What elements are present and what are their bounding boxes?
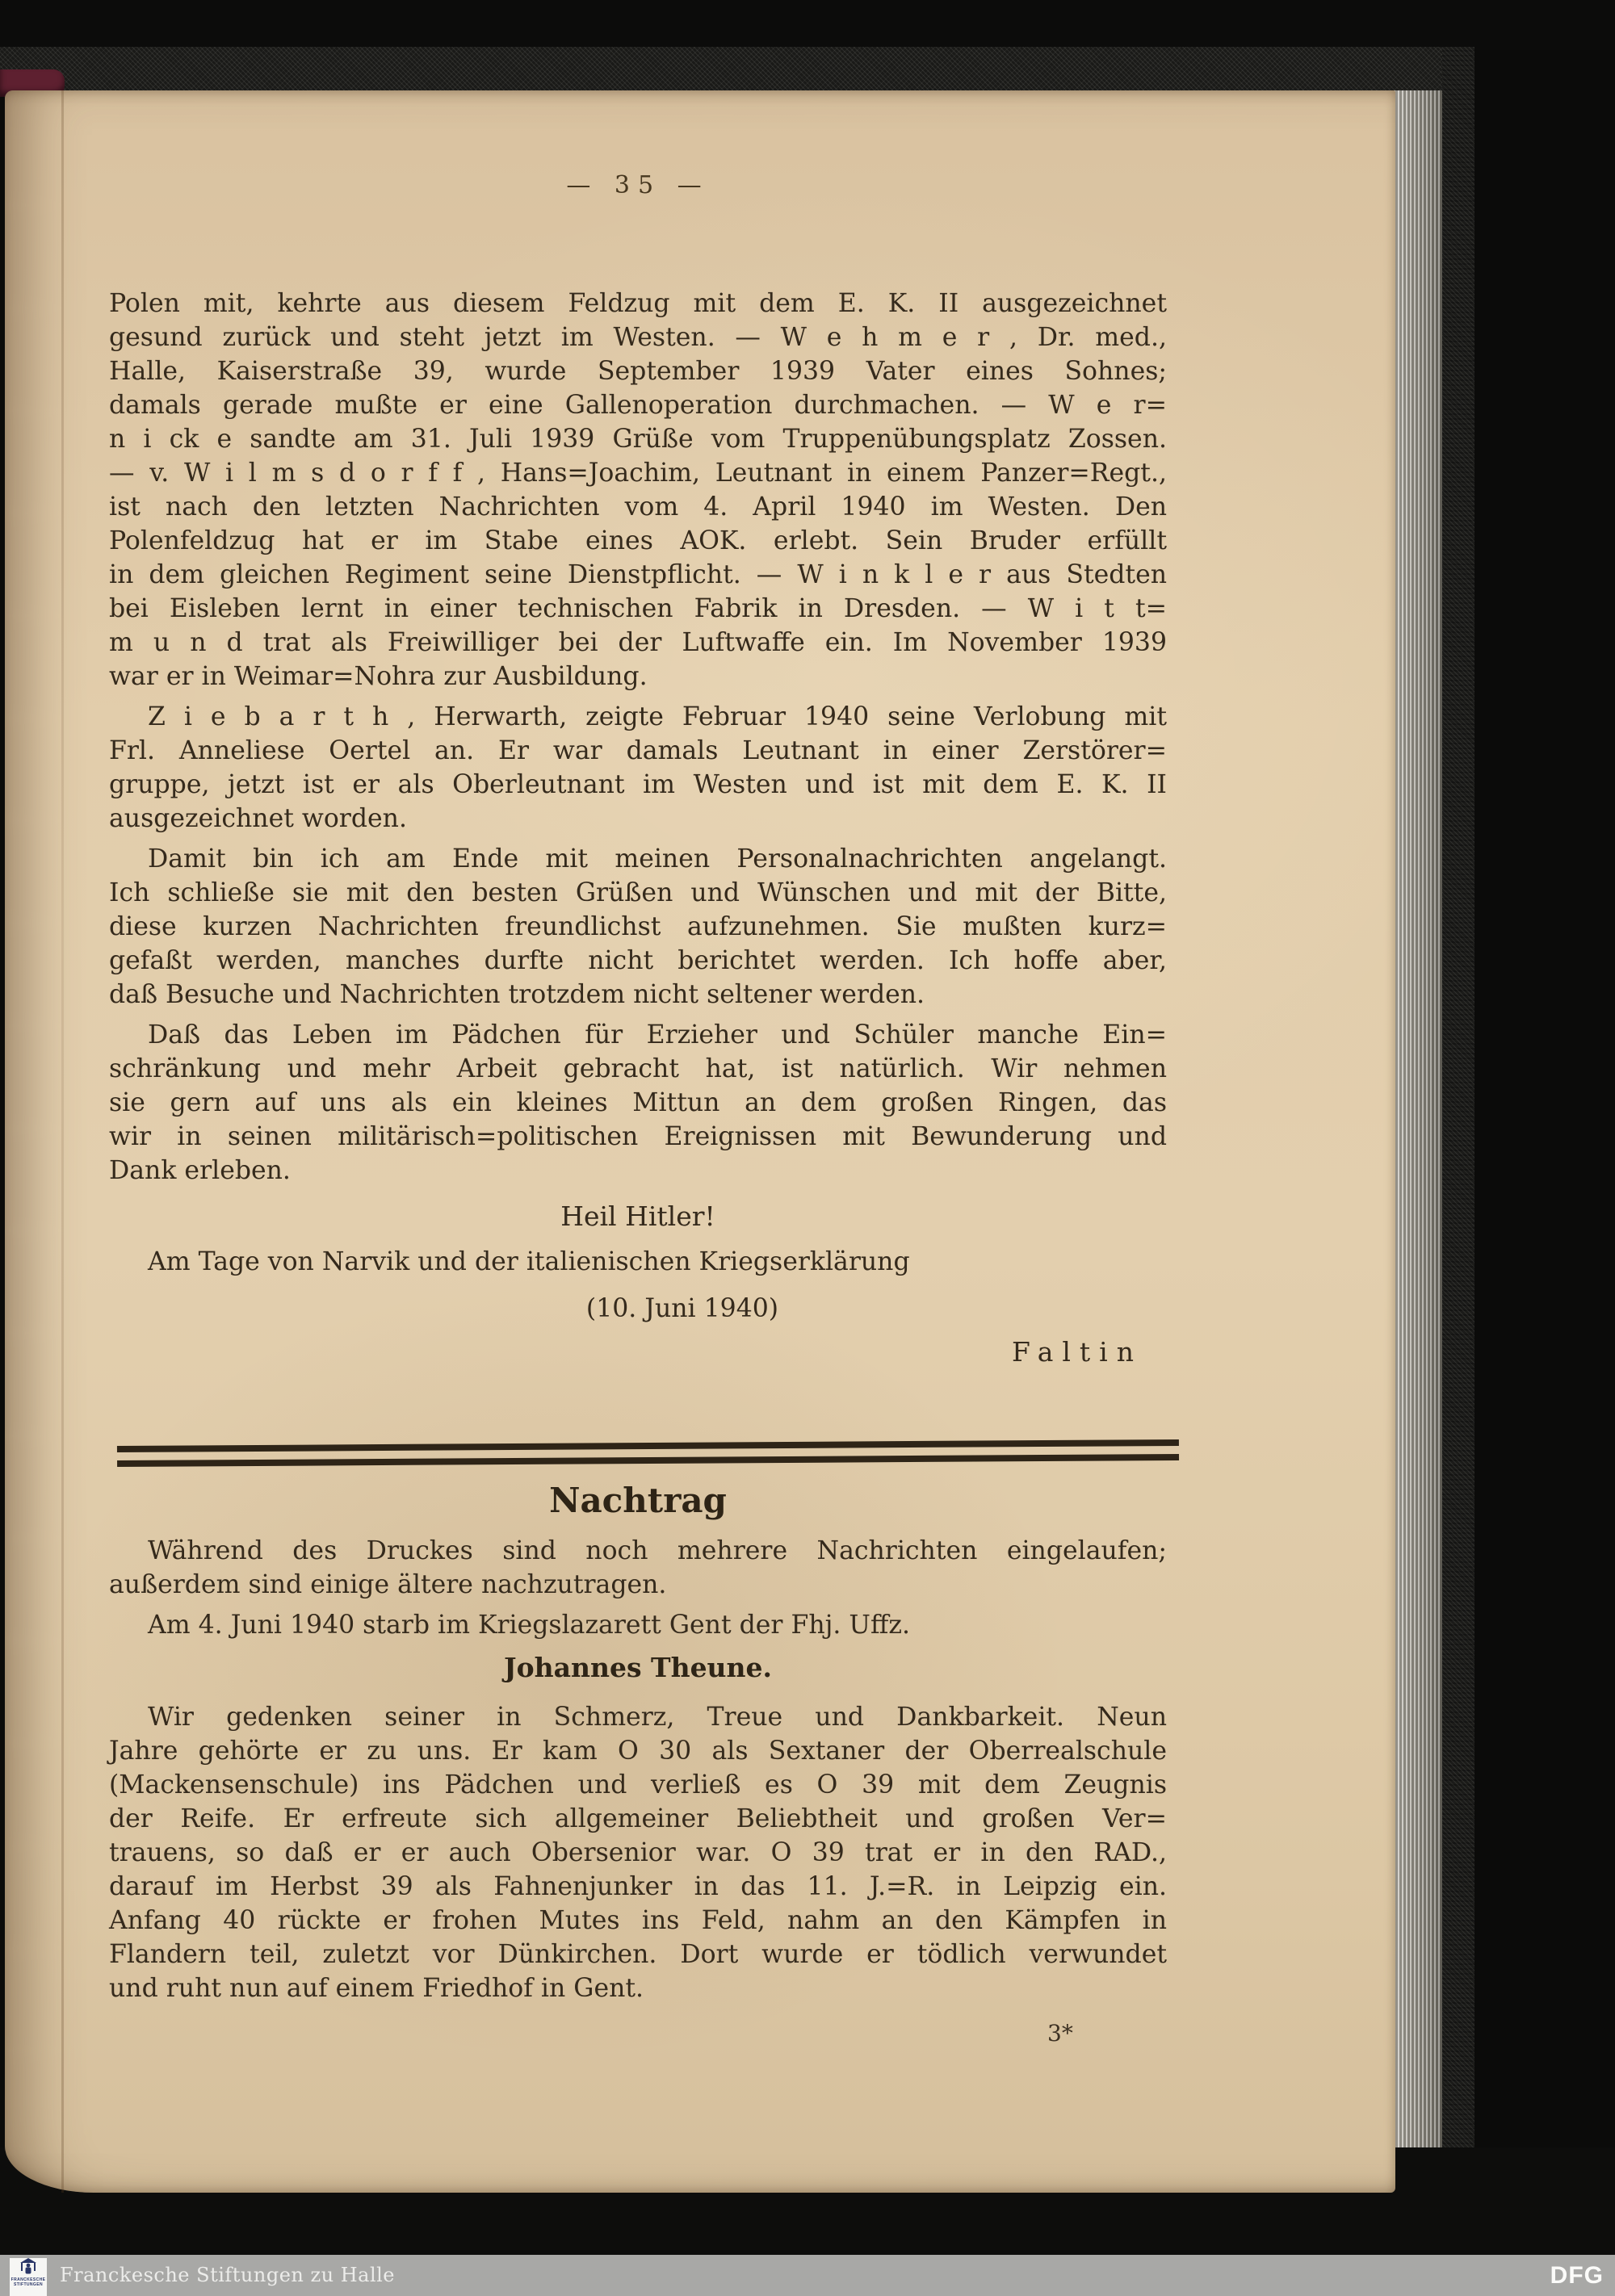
text-line: Anfang 40 rückte er frohen Mutes ins Feld, nahm an den Kämpfen in (109, 1906, 1167, 1935)
text-line: — v. W i l m s d o r f f , Hans=Joachim, Leutnant in einem Panzer=Regt., (109, 459, 1167, 488)
text-line: ausgezeichnet worden. (109, 804, 407, 833)
paragraph (109, 1534, 1167, 1602)
text-line: Z i e b a r t h , Herwarth, zeigte Februar 1940 seine Verlobung mit (148, 702, 1167, 731)
text-line: Dank erleben. (109, 1156, 291, 1185)
text-line: gefaßt werden, manches durfte nicht berichtet werden. Ich hoffe aber, (109, 946, 1167, 975)
text-line: daß Besuche und Nachrichten trotzdem nicht seltener werden. (109, 980, 925, 1009)
franckesche-stiftungen-emblem-icon (19, 2258, 37, 2277)
text-line: sie gern auf uns als ein kleines Mittun an dem großen Ringen, das (109, 1088, 1167, 1117)
printers-signature-mark: 3* (1047, 2020, 1073, 2047)
viewer-footer-bar (0, 2255, 1615, 2296)
page-gutter-crease (61, 90, 64, 2193)
deceased-name: Johannes Theune. (503, 1652, 773, 1683)
paragraph (109, 842, 1167, 1012)
text-line: gruppe, jetzt ist er als Oberleutnant im Westen und ist mit dem E. K. II (109, 770, 1167, 799)
addendum-heading: Nachtrag (549, 1481, 727, 1520)
text-line: Damit bin ich am Ende mit meinen Personalnachrichten angelangt. (148, 844, 1167, 874)
franckesche-stiftungen-logo (10, 2258, 47, 2296)
closing-date-line: Am Tage von Narvik und der italienischen Kriegserklärung (148, 1247, 910, 1276)
paragraph (109, 287, 1167, 693)
logo-caption-line1: FRANCKESCHE (10, 2277, 46, 2282)
text-line: (Mackensenschule) ins Pädchen und verließ es O 39 mit dem Zeugnis (109, 1770, 1167, 1800)
text-line: Frl. Anneliese Oertel an. Er war damals Leutnant in einer Zerstörer= (109, 736, 1167, 765)
memorial-text (109, 1700, 1167, 2012)
text-line: bei Eisleben lernt in einer technischen Fabrik in Dresden. — W i t t= (109, 594, 1167, 623)
text-line: Polen mit, kehrte aus diesem Feldzug mit dem E. K. II ausgezeichnet (109, 289, 1167, 318)
author-signature: Faltin (1012, 1336, 1143, 1368)
closing-salute: Heil Hitler! (560, 1200, 715, 1232)
page-number: — 35 — (566, 171, 710, 199)
text-line: damals gerade mußte er eine Gallenoperation durchmachen. — W e r= (109, 391, 1167, 420)
text-line: Flandern teil, zuletzt vor Dünkirchen. Dort wurde er tödlich verwundet (109, 1940, 1167, 1969)
text-line: wir in seinen militärisch=politischen Ereignissen mit Bewunderung und (109, 1122, 1167, 1151)
text-line: ist nach den letzten Nachrichten vom 4. April 1940 im Westen. Den (109, 492, 1167, 522)
dfg-logo: DFG (1550, 2262, 1604, 2289)
book-page (5, 90, 1395, 2193)
text-line: Halle, Kaiserstraße 39, wurde September 1939 Vater eines Sohnes; (109, 357, 1167, 386)
text-line: Ich schließe sie mit den besten Grüßen und Wünschen und mit der Bitte, (109, 878, 1167, 907)
text-line: und ruht nun auf einem Friedhof in Gent. (109, 1974, 644, 2003)
body-text (109, 287, 1167, 1194)
paragraph (109, 1018, 1167, 1188)
text-line: schränkung und mehr Arbeit gebracht hat, ist natürlich. Wir nehmen (109, 1054, 1167, 1083)
book-cover-top-edge (0, 47, 1471, 94)
addendum-intro (109, 1534, 1167, 1649)
text-line: n i ck e sandte am 31. Juli 1939 Grüße vom Truppenübungsplatz Zossen. (109, 425, 1167, 454)
section-divider-double-rule (117, 1439, 1179, 1467)
paragraph (109, 1608, 1167, 1642)
text-line: trauens, so daß er er auch Obersenior war. O 39 trat er in den RAD., (109, 1838, 1167, 1867)
scan-background (0, 0, 1615, 50)
book-fore-edge-pages (1394, 90, 1442, 2189)
text-line: darauf im Herbst 39 als Fahnenjunker in das 11. J.=R. in Leipzig ein. (109, 1872, 1167, 1901)
text-line: Während des Druckes sind noch mehrere Nachrichten eingelaufen; (148, 1536, 1167, 1565)
text-line: diese kurzen Nachrichten freundlichst aufzunehmen. Sie mußten kurz= (109, 912, 1167, 941)
text-line: der Reife. Er erfreute sich allgemeiner Beliebtheit und großen Ver= (109, 1804, 1167, 1833)
text-line: gesund zurück und steht jetzt im Westen. — W e h m e r , Dr. med., (109, 323, 1167, 352)
paragraph (109, 700, 1167, 836)
text-line: Wir gedenken seiner in Schmerz, Treue und Dankbarkeit. Neun (148, 1703, 1167, 1732)
logo-caption-line2: STIFTUNGEN (14, 2282, 43, 2287)
text-line: in dem gleichen Regiment seine Dienstpflicht. — W i n k l e r aus Stedten (109, 560, 1167, 589)
text-line: m u n d trat als Freiwilliger bei der Luftwaffe ein. Im November 1939 (109, 628, 1167, 657)
book-cover-right-edge (1442, 47, 1474, 2227)
closing-date-paren: (10. Juni 1940) (585, 1294, 779, 1323)
page-content (109, 90, 1167, 2193)
text-line: war er in Weimar=Nohra zur Ausbildung. (109, 662, 648, 691)
paragraph (109, 1700, 1167, 2005)
text-line: Jahre gehörte er zu uns. Er kam O 30 als Sextaner der Oberrealschule (109, 1737, 1167, 1766)
text-line: Am 4. Juni 1940 starb im Kriegslazarett Gent der Fhj. Uffz. (148, 1611, 910, 1640)
text-line: außerdem sind einige ältere nachzutragen. (109, 1570, 667, 1599)
text-line: Polenfeldzug hat er im Stabe eines AOK. erlebt. Sein Bruder erfüllt (109, 526, 1167, 555)
text-line: Daß das Leben im Pädchen für Erzieher und Schüler manche Ein= (148, 1020, 1167, 1050)
institution-name: Franckesche Stiftungen zu Halle (60, 2264, 396, 2286)
